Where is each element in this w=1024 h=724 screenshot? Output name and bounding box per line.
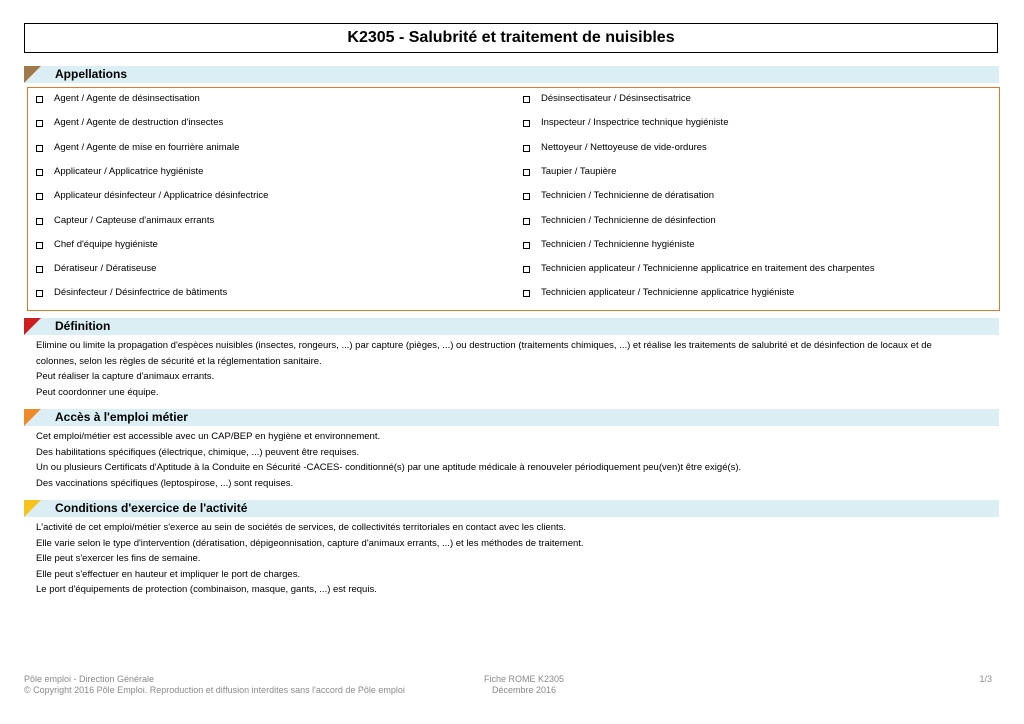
checkbox-icon <box>36 193 43 200</box>
checkbox-icon <box>36 242 43 249</box>
appellation-label: Chef d'équipe hygiéniste <box>54 238 158 250</box>
paragraph: Peut réaliser la capture d'animaux errants. <box>36 371 215 382</box>
footer-fiche: Fiche ROME K2305 <box>483 674 565 684</box>
paragraph: Elimine ou limite la propagation d'espèces nuisibles (insectes, rongeurs, ...) par capture (pièges, ...) ou destruction (traitements chimiques, ...) et réalise les traitements de salubrité et de désinfection de locaux et de <box>36 340 932 351</box>
appellation-label: Applicateur désinfecteur / Applicatrice désinfectrice <box>54 190 269 202</box>
paragraph: Cet emploi/métier est accessible avec un CAP/BEP en hygiène et environnement. <box>36 431 381 442</box>
paragraph: Elle varie selon le type d'intervention (dératisation, dépigeonnisation, capture d'animaux errants, ...) et les méthodes de traitement. <box>36 537 584 549</box>
section-title: Accès à l'emploi métier <box>55 410 188 424</box>
checkbox-icon <box>36 120 43 127</box>
section-title: Définition <box>55 319 111 333</box>
checkbox-icon <box>523 169 530 176</box>
footer-copyright: © Copyright 2016 Pôle Emploi. Reproduction et diffusion interdites sans l'accord de Pôle emploi <box>24 685 405 695</box>
paragraph: Le port d'équipements de protection (combinaison, masque, gants, ...) est requis. <box>36 584 377 595</box>
appellation-label: Applicateur / Applicatrice hygiéniste <box>54 165 204 177</box>
checkbox-icon <box>523 266 530 273</box>
appellation-label: Agent / Agente de destruction d'insectes <box>54 117 224 129</box>
acces-text <box>36 429 986 491</box>
paragraph: Elle peut s'effectuer en hauteur et impliquer le port de charges. <box>36 568 301 580</box>
checkbox-icon <box>36 218 43 225</box>
footer-left <box>24 674 405 696</box>
acces-header <box>24 409 999 426</box>
appellation-label: Désinsectisateur / Désinsectisatrice <box>541 93 691 104</box>
checkbox-icon <box>523 193 530 200</box>
paragraph: Peut coordonner une équipe. <box>36 386 159 398</box>
checkbox-icon <box>36 145 43 152</box>
page-number: 1/3 <box>979 674 992 684</box>
appellation-label: Technicien applicateur / Technicienne applicatrice en traitement des charpentes <box>541 263 875 275</box>
definition-text <box>36 338 986 400</box>
section-triangle-icon <box>24 66 41 83</box>
appellation-label: Technicien / Technicienne hygiéniste <box>541 238 695 250</box>
checkbox-icon <box>523 145 530 152</box>
section-triangle-icon <box>24 409 41 426</box>
checkbox-icon <box>523 120 530 127</box>
footer-date: Décembre 2016 <box>491 685 557 695</box>
paragraph: Des habilitations spécifiques (électrique, chimique, ...) peuvent être requises. <box>36 446 360 458</box>
paragraph: Un ou plusieurs Certificats d'Aptitude à la Conduite en Sécurité -CACES- conditionné(s) par une aptitude médicale à renouveler périodiquement peu(ven)t être exigé(s). <box>36 462 742 473</box>
appellations-header <box>24 66 999 83</box>
footer-org: Pôle emploi - Direction Générale <box>24 674 155 684</box>
appellation-label: Désinfecteur / Désinfectrice de bâtiments <box>54 287 228 299</box>
checkbox-icon <box>36 96 43 103</box>
section-title: Conditions d'exercice de l'activité <box>55 501 248 515</box>
conditions-text <box>36 520 986 598</box>
checkbox-icon <box>36 266 43 273</box>
conditions-header <box>24 500 999 517</box>
checkbox-icon <box>523 290 530 297</box>
appellation-label: Technicien applicateur / Technicienne applicatrice hygiéniste <box>541 287 795 299</box>
definition-header <box>24 318 999 335</box>
appellation-label: Nettoyeur / Nettoyeuse de vide-ordures <box>541 141 707 153</box>
paragraph: Des vaccinations spécifiques (leptospirose, ...) sont requises. <box>36 477 294 489</box>
section-triangle-icon <box>24 500 41 517</box>
paragraph: Elle peut s'exercer les fins de semaine. <box>36 553 201 564</box>
appellation-label: Capteur / Capteuse d'animaux errants <box>54 214 215 226</box>
appellation-label: Dératiseur / Dératiseuse <box>54 263 157 275</box>
page-title: K2305 - Salubrité et traitement de nuisibles <box>24 23 998 53</box>
section-title: Appellations <box>55 67 128 81</box>
paragraph: colonnes, selon les règles de sécurité et la réglementation sanitaire. <box>36 355 322 367</box>
appellation-label: Technicien / Technicienne de désinfection <box>541 214 716 226</box>
checkbox-icon <box>523 242 530 249</box>
checkbox-icon <box>523 96 530 103</box>
appellation-label: Taupier / Taupière <box>541 165 617 177</box>
appellation-label: Technicien / Technicienne de dératisation <box>541 190 715 202</box>
checkbox-icon <box>36 290 43 297</box>
footer-center <box>470 674 578 696</box>
checkbox-icon <box>523 218 530 225</box>
checkbox-icon <box>36 169 43 176</box>
appellation-label: Agent / Agente de désinsectisation <box>54 93 200 104</box>
paragraph: L'activité de cet emploi/métier s'exerce au sein de sociétés de services, de collectivités territoriales en contact avec les clients. <box>36 522 567 533</box>
appellation-label: Agent / Agente de mise en fourrière animale <box>54 141 240 153</box>
section-triangle-icon <box>24 318 41 335</box>
appellation-label: Inspecteur / Inspectrice technique hygiéniste <box>541 117 729 129</box>
